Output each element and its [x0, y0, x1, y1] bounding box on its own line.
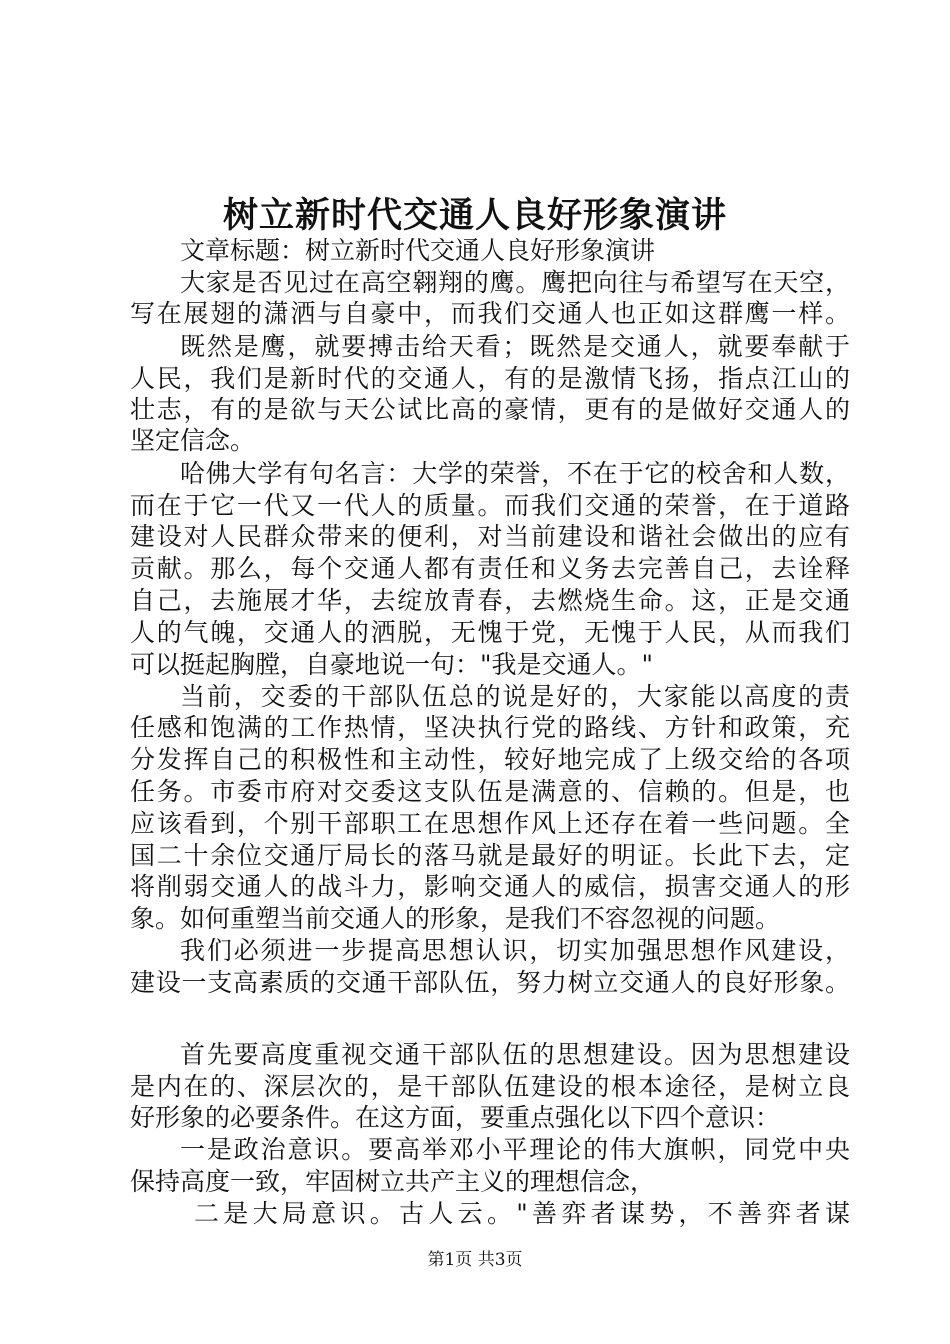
- text-line: 首先要高度重视交通干部队伍的思想建设。因为思想建设: [180, 1040, 850, 1069]
- text-line: 人的气魄，交通人的洒脱，无愧于党，无愧于人民，从而我们: [130, 618, 850, 647]
- text-line: 大家是否见过在高空翱翔的鹰。鹰把向往与希望写在天空，: [180, 268, 850, 297]
- text-line: 我们必须进一步提高思想认识，切实加强思想作风建设，: [180, 936, 850, 965]
- text-line: 分发挥自己的积极性和主动性，较好地完成了上级交给的各项: [130, 745, 850, 774]
- text-line: 可以挺起胸膛，自豪地说一句："我是交通人。": [130, 650, 653, 679]
- text-line: 贡献。那么，每个交通人都有责任和义务去完善自己，去诠释: [130, 554, 850, 583]
- text-line: 好形象的必要条件。在这方面，要重点强化以下四个意识：: [130, 1103, 781, 1132]
- text-line: 象。如何重塑当前交通人的形象，是我们不容忽视的问题。: [130, 904, 781, 933]
- text-line: 自己，去施展才华，去绽放青春，去燃烧生命。这，正是交通: [130, 586, 850, 615]
- text-line: 哈佛大学有句名言：大学的荣誉，不在于它的校舍和人数，: [180, 459, 850, 488]
- text-line: 应该看到，个别干部职工在思想作风上还存在着一些问题。全: [130, 809, 850, 838]
- text-line: 既然是鹰，就要搏击给天看；既然是交通人，就要奉献于: [180, 332, 850, 361]
- page-number-footer: 第1页 共3页: [427, 1250, 523, 1270]
- text-line: 国二十余位交通厅局长的落马就是最好的明证。长此下去，定: [130, 841, 850, 870]
- document-title: 树立新时代交通人良好形象演讲: [222, 195, 727, 236]
- text-line: 写在展翅的潇洒与自豪中，而我们交通人也正如这群鹰一样。: [130, 299, 850, 328]
- text-line: 而在于它一代又一代人的质量。而我们交通的荣誉，在于道路: [130, 491, 850, 520]
- text-line: 建设对人民群众带来的便利，对当前建设和谐社会做出的应有: [130, 522, 850, 551]
- text-line: 壮志，有的是欲与天公试比高的豪情，更有的是做好交通人的: [130, 395, 850, 424]
- text-line: 文章标题：树立新时代交通人良好形象演讲: [180, 236, 656, 265]
- text-line: 一是政治意识。要高举邓小平理论的伟大旗帜，同党中央: [180, 1135, 850, 1164]
- text-line: 人民，我们是新时代的交通人，有的是激情飞扬，指点江山的: [130, 364, 850, 393]
- text-line: 当前，交委的干部队伍总的说是好的，大家能以高度的责: [180, 682, 850, 711]
- text-line: 坚定信念。: [130, 426, 256, 455]
- text-line: 二是大局意识。古人云。"善弈者谋势，不善弈者谋: [194, 1199, 850, 1228]
- text-line: 任务。市委市府对交委这支队伍是满意的、信赖的。但是，也: [130, 777, 850, 806]
- text-line: 任感和饱满的工作热情，坚决执行党的路线、方针和政策，充: [130, 713, 850, 742]
- text-line: 建设一支高素质的交通干部队伍，努力树立交通人的良好形象。: [130, 968, 850, 997]
- text-line: 保持高度一致，牢固树立共产主义的理想信念，: [130, 1167, 656, 1196]
- text-line: 将削弱交通人的战斗力，影响交通人的威信，损害交通人的形: [130, 872, 850, 901]
- text-line: 是内在的、深层次的，是干部队伍建设的根本途径，是树立良: [130, 1072, 850, 1101]
